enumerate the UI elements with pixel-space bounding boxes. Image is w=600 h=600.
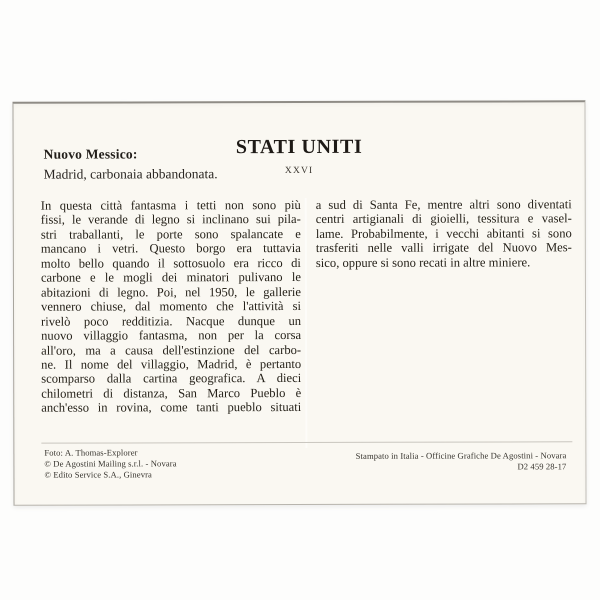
body-line: rivelò poco redditizia. Nacque dunque un xyxy=(41,313,302,329)
body-line: ne. Il nome del villaggio, Madrid, è pertanto xyxy=(41,356,302,372)
body-left-column xyxy=(41,198,302,415)
credits-left xyxy=(44,447,176,480)
credits-right xyxy=(356,450,567,472)
body-line: stri traballanti, le porte sono spalancate e xyxy=(40,226,301,242)
body-line: fissi, le verande di legno si inclinano sui pila- xyxy=(40,212,301,228)
body-line: centri artigianali di gioielli, tessitura e vasel- xyxy=(315,211,572,227)
body-line: lame. Probabilmente, i vecchi abitanti si sono xyxy=(315,226,572,241)
body-line: scomparso dalla cartina geografica. A dieci xyxy=(41,371,302,387)
body-line: In questa città fantasma i tetti non sono più xyxy=(40,197,301,213)
body-line: sico, oppure si sono recati in altre miniere. xyxy=(315,255,531,270)
body-line: abitazioni di legno. Poi, nel 1950, le gallerie xyxy=(40,284,301,300)
postcard-title: STATI UNITI xyxy=(235,135,363,159)
photo-credit: Foto: A. Thomas-Explorer xyxy=(44,447,138,458)
body-line: anch'esso in rovina, come tanti pueblo situati xyxy=(41,400,302,416)
photo-caption: Madrid, carbonaia abbandonata. xyxy=(43,166,218,182)
body-line: nuovo villaggio fantasma, non per la corsa xyxy=(41,328,302,343)
body-text xyxy=(41,197,573,415)
printed-in-line: Stampato in Italia - Officine Grafiche De Agostini - Novara xyxy=(355,450,567,461)
copyright-line: © Edito Service S.A., Ginevra xyxy=(44,469,152,480)
print-code: D2 459 28-17 xyxy=(517,460,567,471)
series-number: XXVI xyxy=(284,165,314,177)
body-line: a sud di Santa Fe, mentre altri sono diventati xyxy=(315,197,572,212)
region-label: Nuovo Messico: xyxy=(43,146,138,162)
body-line: molto bello quando il sottosuolo era ricco di xyxy=(40,255,301,271)
body-line: carbone e le mogli dei minatori pulivano le xyxy=(40,270,301,285)
body-line: trasferiti nelle valli irrigate del Nuovo Mes- xyxy=(315,240,572,256)
postcard xyxy=(12,100,586,505)
copyright-line: © De Agostini Mailing s.r.l. - Novara xyxy=(44,458,177,469)
body-line: vennero chiuse, dal momento che l'attività si xyxy=(40,299,302,314)
body-right-column xyxy=(316,197,573,414)
body-line: mancano i vetri. Questo borgo era tuttavia xyxy=(40,241,301,257)
body-line: chilometri di distanza, San Marco Pueblo è xyxy=(41,385,302,401)
body-line: all'oro, ma a causa dell'estinzione del carbo- xyxy=(41,342,302,358)
